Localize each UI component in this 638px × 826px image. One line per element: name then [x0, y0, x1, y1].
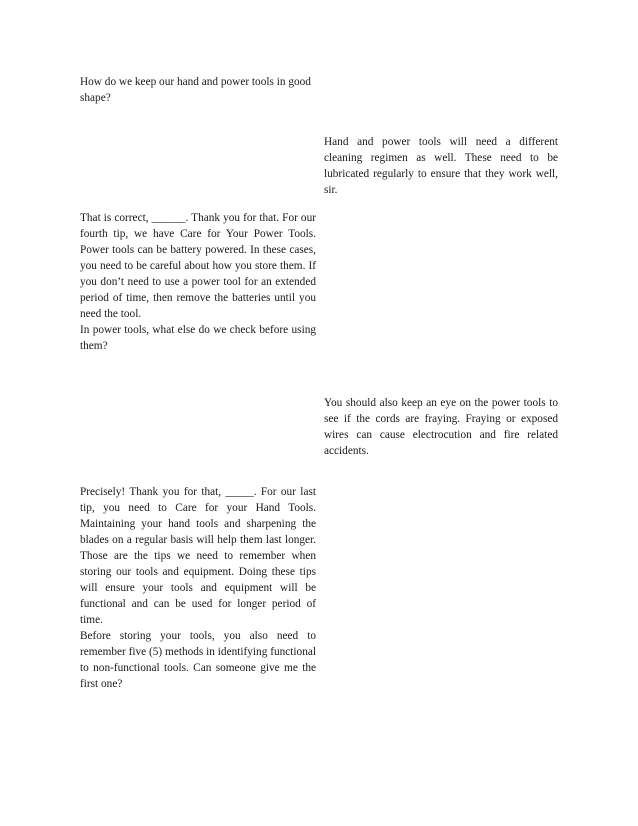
student-answer-cleaning [324, 134, 558, 198]
paragraph: How do we keep our hand and power tools in good shape? [80, 76, 311, 104]
paragraph: Precisely! Thank you for that, _____. For our last tip, you need to Care for your Hand Tools. Maintaining your hand tools and sharpening the blades on a regular basis will help them last longer. Those are the tips we need to remember when storing our tools and equipment. Doing these tips will ensure your tools and equipment will be functional and can be used for longer period of time. [80, 486, 316, 626]
teacher-tip-power-tools [80, 210, 316, 354]
teacher-question-tool-care [80, 74, 316, 106]
paragraph: Before storing your tools, you also need to remember five (5) methods in identifying functional to non-functional tools. Can someone give me the first one? [80, 630, 316, 690]
paragraph: Hand and power tools will need a different cleaning regimen as well. These need to be lubricated regularly to ensure that they work well, sir. [324, 136, 558, 196]
paragraph: That is correct, ______. Thank you for that. For our fourth tip, we have Care for Your Power Tools. Power tools can be battery powered. In these cases, you need to be careful about how you store them. If you don’t need to use a power tool for an extended period of time, then remove the batteries until you need the tool. [80, 212, 316, 320]
paragraph: In power tools, what else do we check before using them? [80, 324, 316, 352]
student-answer-cords [324, 395, 558, 459]
paragraph: You should also keep an eye on the power tools to see if the cords are fraying. Fraying or exposed wires can cause electrocution and fire related accidents. [324, 397, 558, 457]
teacher-tip-hand-tools [80, 484, 316, 692]
